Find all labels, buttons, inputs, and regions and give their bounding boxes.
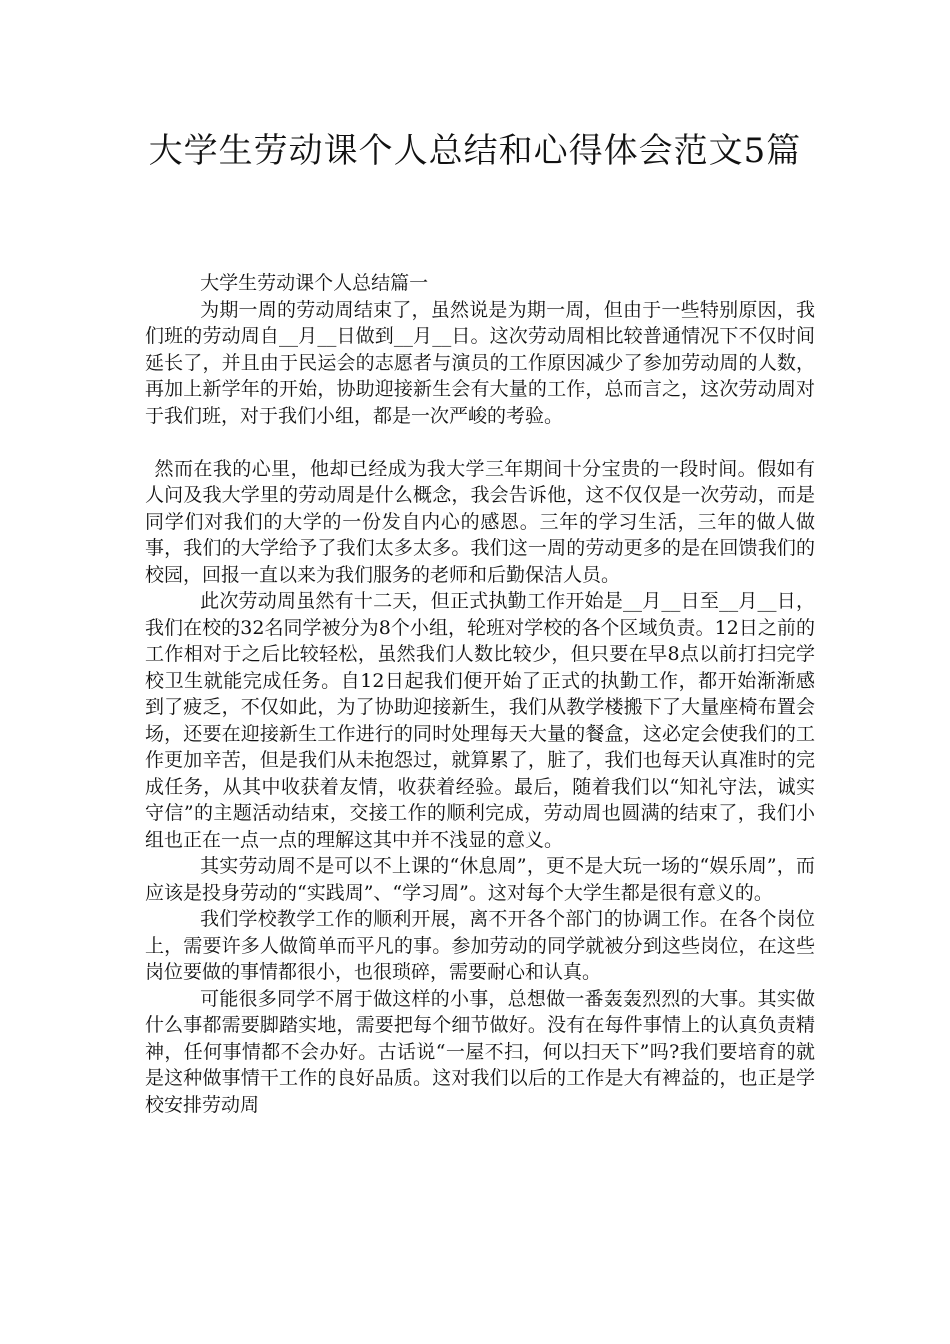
paragraph-1: 为期一周的劳动周结束了，虽然说是为期一周，但由于一些特别原因，我们班的劳动周自__月__日做到__月__日。这次劳动周相比较普通情况下不仅时间延长了，并且由于民运会的志愿者与演员的工作原因减少了参加劳动周的人数，再加上新学年的开始，协助迎接新生会有大量的工作，总而言之，这次劳动周对于我们班，对于我们小组，都是一次严峻的考验。 <box>145 298 815 427</box>
paragraph-5: 我们学校教学工作的顺利开展，离不开各个部门的协调工作。在各个岗位上，需要许多人做简单而平凡的事。参加劳动的同学就被分到这些岗位，在这些岗位要做的事情都很小，也很琐碎，需要耐心和认真。 <box>145 908 815 983</box>
document-body <box>145 270 815 1118</box>
paragraph-4: 其实劳动周不是可以不上课的“休息周”，更不是大玩一场的“娱乐周”，而应该是投身劳动的“实践周”、“学习周”。这对每个大学生都是很有意义的。 <box>145 855 815 904</box>
paragraph-3: 此次劳动周虽然有十二天，但正式执勤工作开始是__月__日至__月__日，我们在校的32名同学被分为8个小组，轮班对学校的各个区域负责。12日之前的工作相对于之后比较轻松，虽然我们人数比较少，但只要在早8点以前打扫完学校卫生就能完成任务。自12日起我们便开始了正式的执勤工作，都开始渐渐感到了疲乏，不仅如此，为了协助迎接新生，我们从教学楼搬下了大量座椅布置会场，还要在迎接新生工作进行的同时处理每天大量的餐盒，这必定会使我们的工作更加辛苦，但是我们从未抱怨过，就算累了，脏了，我们也每天认真准时的完成任务，从其中收获着友情，收获着经验。最后，随着我们以“知礼守法，诚实守信”的主题活动结束，交接工作的顺利完成，劳动周也圆满的结束了，我们小组也正在一点一点的理解这其中并不浅显的意义。 <box>145 590 815 851</box>
paragraph-6: 可能很多同学不屑于做这样的小事，总想做一番轰轰烈烈的大事。其实做什么事都需要脚踏实地，需要把每个细节做好。没有在每件事情上的认真负责精神，任何事情都不会办好。古话说“一屋不扫，何以扫天下”吗?我们要培育的就是这种做事情干工作的良好品质。这对我们以后的工作是大有裨益的，也正是学校安排劳动周 <box>145 987 815 1116</box>
paragraph-2: 然而在我的心里，他却已经成为我大学三年期间十分宝贵的一段时间。假如有人问及我大学里的劳动周是什么概念，我会告诉他，这不仅仅是一次劳动，而是同学们对我们的大学的一份发自内心的感恩。三年的学习生活，三年的做人做事，我们的大学给予了我们太多太多。我们这一周的劳动更多的是在回馈我们的校园，回报一直以来为我们服务的老师和后勤保洁人员。 <box>145 457 815 586</box>
paragraph-gap <box>145 429 815 456</box>
document-title: 大学生劳动课个人总结和心得体会范文5篇 <box>148 131 802 171</box>
section-heading: 大学生劳动课个人总结篇一 <box>200 272 429 294</box>
